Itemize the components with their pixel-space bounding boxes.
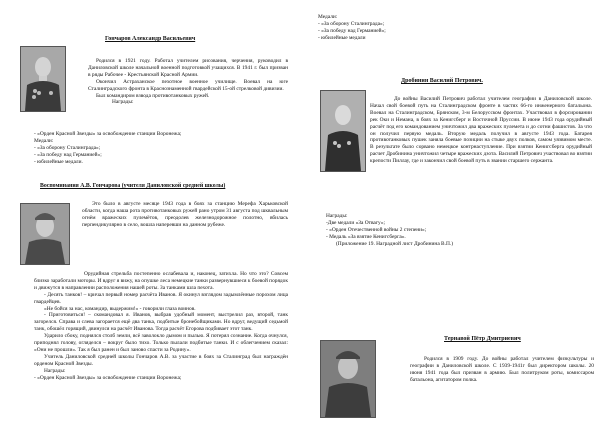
goncharov-portrait-photo [20, 46, 66, 112]
medal-item: - «За победу над Германией»; [34, 151, 102, 158]
memoir-paragraph: Это было в августе месяце 1943 года в боях за станцию Мерефа Харьковской области, когда наша рота противотанковых ружей рано утром 31 августа под шквальным огнём вражеских пулемётов, преодолев железнодорожное полотно, вбилась перпендикулярно в село, вошла наперевши на данном рубеже. [82, 201, 288, 228]
goncharov-young-photo [20, 203, 70, 265]
young-portrait-image [21, 204, 69, 264]
memoir-body [34, 271, 288, 382]
medal-item: - «За оборону Сталинграда»; [318, 20, 385, 27]
portrait-image [21, 47, 65, 111]
medal-item: - «За победу над Германией»; [318, 27, 386, 34]
awards-label: Награды: [112, 99, 134, 106]
memoir-paragraph: Орудийная стрельба постепенно ослабевала и, наконец, затихла. Но что это? Совсем близко заработали моторы. И вдруг я вижу, на опушке леса немецкие танки развернувшиеся к боевой порядок и движутся в направлении расположения нашей роты. За танками шла пехота. [34, 271, 288, 291]
ternavoy-photo [320, 340, 376, 418]
section1-intro [88, 58, 288, 106]
section1-title: Гончаров Александр Васильевич [105, 36, 196, 42]
continued-medals [318, 14, 518, 42]
left-column [0, 0, 292, 424]
awards-label: Награды: [326, 213, 348, 219]
memoir-paragraph: Учитель Даниловской средней школы Гончаров А.В. за участие в боях за Сталинград был награждён орденом Красной Звезды. [34, 353, 288, 367]
right-column [306, 0, 598, 424]
section2-paragraph: До войны Василий Петрович работал учителем географии в Даниловской школе. Начал свой боевой путь на Сталинградском фронте в частях 66-го инженерного батальона. Воевал на Сталинградском, Брянском, 3-м Белорусском фронтах. Участвовал в форсировании рек Оки и Немана, в боях за Кенигсберг и Восточной Пруссии. В июне 1943 года орудийный расчёт под его командованием уничтожил два вражеских пулемета и до сотни фашистов. За что он получил первую медаль. Вторую медаль получил в августе 1943 года. Батарея противотанковых пушек заняла боевые позиции на стыке двух полков, самом уязвимом месте. В результате было сорвано немецкое контрнаступление. При взятии Кенигсберга орудийный расчет Дробинина уничтожил четыре вражеских дзота. Василий Петрович участвовал во взятии крепости Пиллау, где и закончил свой боевой путь в звании старшего сержанта. [370, 96, 592, 165]
intro-paragraph: Был командиром взвода противотанковых ружей. [96, 92, 210, 99]
drobinin-image [321, 91, 365, 171]
memoir-title: Воспоминания А.В. Гончарова (учителя Даниловской средней школы) [40, 183, 226, 189]
medal-item: - «За оборону Сталинграда»; [34, 144, 101, 151]
award-item: -Две медали «За Отвагу»; [326, 219, 386, 226]
appendix-note: (Приложение 19. Наградной лист Дробинина В.П.) [336, 240, 454, 247]
medal-item: - юбилейные медали. [34, 158, 83, 165]
memoir-first-paragraph [82, 201, 288, 229]
memoir-paragraph: Ударило сбоку, поднялся столб земли, всё заволокло дымом и пылью. Я потерял сознание. Когда очнулся, приподнял голову, огляделся – вокруг было тихо. Только пылали подбитые танки. И с облегчением сказал: «Они не прошли». Так я был ранен и был заново спасти за Родину». [34, 333, 288, 353]
memoir-paragraph: - Приготовиться! – скомандовал я. Иванов, выбрав удобный момент, выстрелил раз, второй, танк загорелся. Справа и слева загорается ещё два танка, подбитые бронебойщиками. Но вдруг, ведущий седьмой танк, обошёл горящий, двинулся на расчёт Иванова. Тогда расчёт Егорова подбивает этот танк. [34, 312, 288, 333]
drobinin-photo [320, 90, 366, 172]
medal-item: - юбилейные медали [318, 34, 366, 41]
section2-awards [326, 213, 576, 248]
intro-paragraph: Родился в 1921 году. Работал учителем рисования, черчения, руководил в Даниловской школе начальной военной подготовкой учащихся. В 1941 г. был призван в ряды Рабочее - Крестьянской Красной Армии. [88, 58, 288, 78]
award-item: - Медаль «За взятие Кенигсберга». [326, 233, 406, 240]
awards-label: Награды: [44, 367, 66, 374]
section1-awards [34, 131, 288, 166]
medals-label: Медали: [318, 14, 338, 20]
medals-label: Медали: [34, 137, 54, 144]
section2-title: Дробинин Василий Петрович. [401, 78, 483, 84]
award-item: - «Орден Отечественной войны 2 степени»; [326, 226, 427, 233]
award-item: - «Орден Красной Звезды» за освобождение станции Воронежа; [34, 131, 182, 137]
memoir-paragraph: - Десять танков! – кричал первый номер расчёта Иванов. Я окинул взглядом задымлённые порохом лица гвардейцев. [34, 291, 288, 305]
section3-paragraph: Родился в 1909 году. До войны работал учителем физкультуры и географии в Даниловской школе. С 1939-1941г был директором школы. 20 июня 1941 года был призван в армию. Был политруком роты, комиссаром батальона, агитатором полка. [410, 356, 594, 383]
section3-body [410, 356, 594, 384]
ternavoy-image [321, 341, 375, 417]
memoir-paragraph: «Не бойся за нас, командир, выдержим!» - говорили глаза воинов. [44, 305, 196, 312]
section2-body-wrap [370, 96, 592, 165]
intro-paragraph: Окончил Астраханское пехотное военное училище. Воевал на юге Сталинградского фронта в Краснознаменной гвардейской 15-ой стрелковой дивизии. [88, 78, 288, 92]
award-item: - «Орден Красной Звезды» за освобождение станции Воронежа; [34, 374, 182, 381]
section3-title: Тернавой Пётр Дмитриевич [444, 336, 521, 342]
